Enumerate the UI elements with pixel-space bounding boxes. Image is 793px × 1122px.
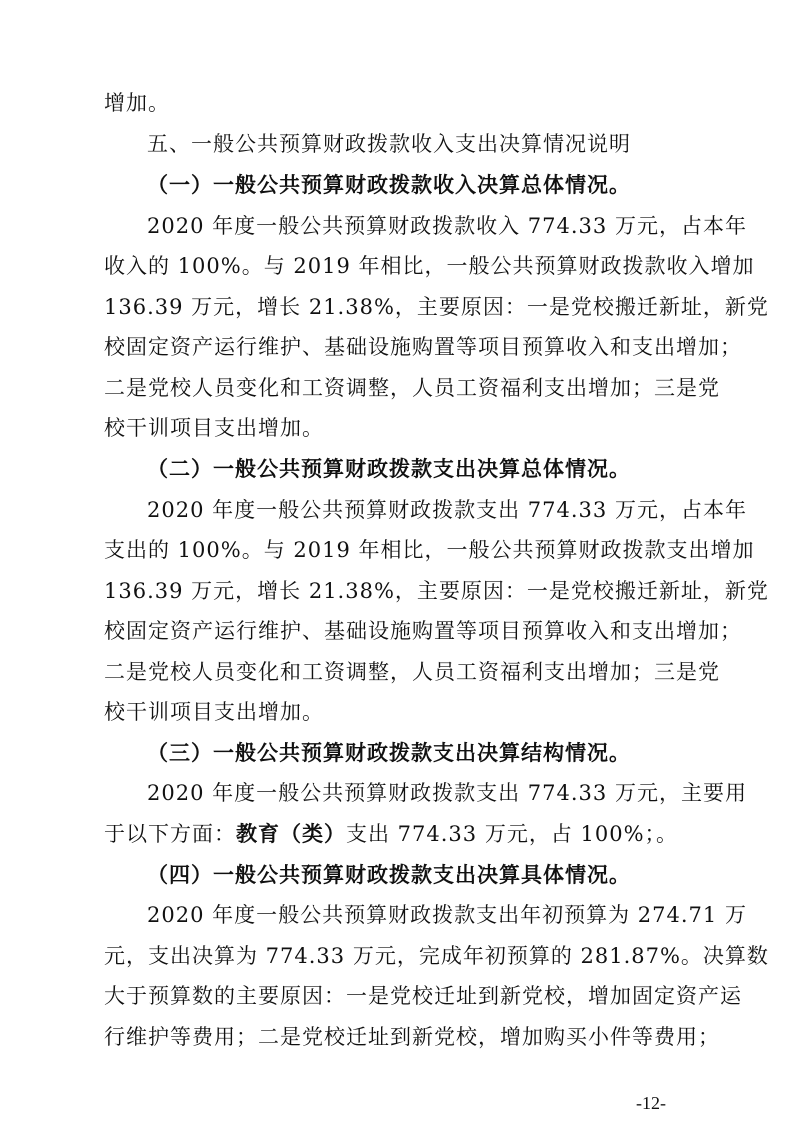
subsection-heading: （四）一般公共预算财政拨款支出决算具体情况。 [147,863,631,887]
mixed-line-suffix: 支出 774.33 万元，占 100%；。 [346,822,679,846]
subsection-heading: （三）一般公共预算财政拨款支出决算结构情况。 [147,741,631,765]
subsection-heading: （二）一般公共预算财政拨款支出决算总体情况。 [147,457,631,481]
paragraph-line: 收入的 100%。与 2019 年相比，一般公共预算财政拨款收入增加 [104,254,755,278]
paragraph-line: 136.39 万元，增长 21.38%，主要原因：一是党校搬迁新址，新党 [104,579,769,603]
page-number: -12- [636,1093,666,1113]
subsection-heading: （一）一般公共预算财政拨款收入决算总体情况。 [147,173,631,197]
paragraph-line: 行维护等费用；二是党校迁址到新党校，增加购买小件等费用； [104,1025,720,1049]
paragraph-line: 校干训项目支出增加。 [104,700,324,724]
paragraph-line: 增加。 [104,91,170,115]
paragraph-line: 校固定资产运行维护、基础设施购置等项目预算收入和支出增加； [104,335,742,359]
paragraph-line: 支出的 100%。与 2019 年相比，一般公共预算财政拨款支出增加 [104,538,755,562]
mixed-line-prefix: 于以下方面： [104,822,236,846]
paragraph-line: 2020 年度一般公共预算财政拨款支出 774.33 万元，主要用 [147,781,747,805]
paragraph-line: 二是党校人员变化和工资调整，人员工资福利支出增加；三是党 [104,660,720,684]
paragraph-line: 136.39 万元，增长 21.38%，主要原因：一是党校搬迁新址，新党 [104,295,769,319]
paragraph-line: 2020 年度一般公共预算财政拨款收入 774.33 万元，占本年 [147,214,747,238]
paragraph-line: 元，支出决算为 774.33 万元，完成年初预算的 281.87%。决算数 [104,944,769,968]
paragraph-line: 校固定资产运行维护、基础设施购置等项目预算收入和支出增加； [104,619,742,643]
paragraph-line-mixed [0,814,793,854]
paragraph-line: 校干训项目支出增加。 [104,416,324,440]
section-heading: 五、一般公共预算财政拨款收入支出决算情况说明 [147,132,631,156]
paragraph-line: 二是党校人员变化和工资调整，人员工资福利支出增加；三是党 [104,376,720,400]
paragraph-line: 2020 年度一般公共预算财政拨款支出 774.33 万元，占本年 [147,498,747,522]
mixed-line-bold-category: 教育（类） [236,822,346,846]
paragraph-line: 大于预算数的主要原因：一是党校迁址到新党校，增加固定资产运 [104,984,742,1008]
paragraph-line: 2020 年度一般公共预算财政拨款支出年初预算为 274.71 万 [147,903,747,927]
